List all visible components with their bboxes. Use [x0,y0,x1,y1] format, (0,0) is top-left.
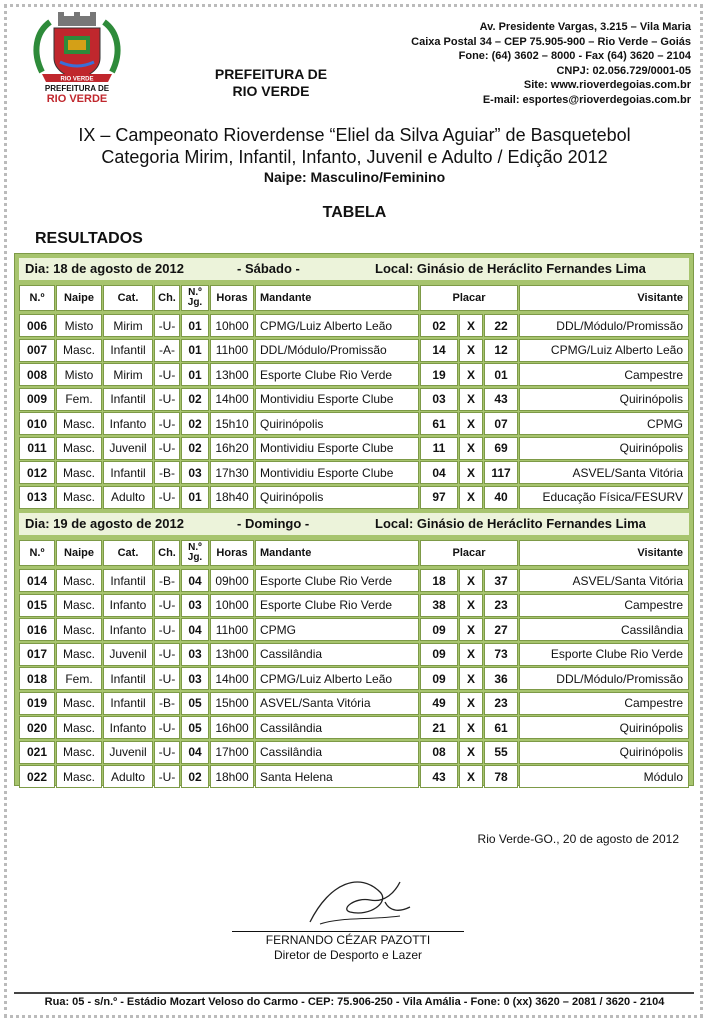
game-cell-ch: -U- [154,667,180,690]
col-mandante: Mandante [255,540,419,566]
game-cell-naipe: Masc. [56,618,102,641]
game-cell-x: X [459,716,483,739]
game-cell-x: X [459,314,483,337]
col-visitante: Visitante [519,540,689,566]
game-cell-ch: -U- [154,363,180,386]
col-horas: Horas [210,285,254,311]
game-cell-visitante: Cassilândia [519,618,689,641]
game-cell-p2: 23 [484,692,518,715]
game-cell-num: 010 [19,412,55,435]
game-cell-mandante: CPMG [255,618,419,641]
game-cell-p2: 12 [484,339,518,362]
day-venue: Local: Ginásio de Heráclito Fernandes Lima [375,516,646,531]
game-cell-visitante: Quirinópolis [519,716,689,739]
game-cell-visitante: ASVEL/Santa Vitória [519,461,689,484]
game-cell-visitante: DDL/Módulo/Promissão [519,667,689,690]
game-cell-jg: 01 [181,314,209,337]
game-cell-mandante: Esporte Clube Rio Verde [255,363,419,386]
game-cell-p2: 40 [484,486,518,509]
game-cell-cat: Infantil [103,667,153,690]
game-cell-mandante: ASVEL/Santa Vitória [255,692,419,715]
game-cell-num: 006 [19,314,55,337]
game-cell-naipe: Masc. [56,437,102,460]
game-cell-jg: 03 [181,461,209,484]
game-cell-hora: 15h10 [210,412,254,435]
game-cell-x: X [459,339,483,362]
game-cell-naipe: Masc. [56,692,102,715]
game-cell-p1: 14 [420,339,458,362]
game-cell-num: 016 [19,618,55,641]
col-mandante: Mandante [255,285,419,311]
col-cat: Cat. [103,285,153,311]
game-cell-jg: 04 [181,569,209,592]
game-cell-jg: 02 [181,437,209,460]
game-cell-jg: 01 [181,339,209,362]
footer-divider [14,992,694,994]
game-cell-jg: 02 [181,765,209,788]
game-cell-mandante: Cassilândia [255,643,419,666]
results-table [14,253,694,786]
game-cell-p1: 61 [420,412,458,435]
col-jogo [181,285,209,311]
day-weekday: - Sábado - [237,261,300,276]
address-line: CNPJ: 02.056.729/0001-05 [556,64,691,77]
game-cell-mandante: Montividiu Esporte Clube [255,461,419,484]
game-cell-p2: 43 [484,388,518,411]
game-cell-p2: 73 [484,643,518,666]
title-line-2: Categoria Mirim, Infantil, Infanto, Juvenil e Adulto / Edição 2012 [101,147,608,167]
game-cell-p1: 97 [420,486,458,509]
game-cell-cat: Infantil [103,692,153,715]
col-jogo-line2: Jg. [187,297,203,308]
game-cell-mandante: Santa Helena [255,765,419,788]
game-cell-p2: 22 [484,314,518,337]
game-cell-visitante: CPMG [519,412,689,435]
game-cell-p2: 61 [484,716,518,739]
institution-line-1: PREFEITURA DE [214,66,328,82]
game-cell-p2: 55 [484,741,518,764]
game-cell-p2: 27 [484,618,518,641]
game-cell-hora: 13h00 [210,363,254,386]
game-cell-naipe: Masc. [56,741,102,764]
game-cell-jg: 01 [181,363,209,386]
game-cell-visitante: Campestre [519,594,689,617]
game-cell-num: 008 [19,363,55,386]
game-cell-p1: 08 [420,741,458,764]
game-cell-visitante: Campestre [519,363,689,386]
game-cell-ch: -B- [154,461,180,484]
game-cell-num: 019 [19,692,55,715]
col-ch: Ch. [154,285,180,311]
game-cell-visitante: Quirinópolis [519,741,689,764]
game-cell-mandante: Esporte Clube Rio Verde [255,569,419,592]
game-cell-jg: 02 [181,412,209,435]
game-cell-jg: 03 [181,667,209,690]
game-cell-naipe: Masc. [56,716,102,739]
game-cell-hora: 15h00 [210,692,254,715]
game-cell-p1: 49 [420,692,458,715]
day-weekday: - Domingo - [237,516,310,531]
game-cell-naipe: Fem. [56,667,102,690]
game-cell-x: X [459,692,483,715]
institution-line-2: RIO VERDE [232,83,310,99]
game-cell-num: 018 [19,667,55,690]
institution-name [196,66,346,100]
title-line-3: Naipe: Masculino/Feminino [263,169,446,185]
game-cell-naipe: Misto [56,314,102,337]
game-cell-visitante: Quirinópolis [519,437,689,460]
game-cell-ch: -U- [154,412,180,435]
game-cell-p1: 04 [420,461,458,484]
signatory-role: Diretor de Desporto e Lazer [273,948,423,962]
address-line: Caixa Postal 34 – CEP 75.905-900 – Rio Verde – Goiás [411,35,691,48]
crest-text-1: PREFEITURA DE [44,84,110,93]
game-cell-visitante: ASVEL/Santa Vitória [519,569,689,592]
game-cell-visitante: Quirinópolis [519,388,689,411]
game-cell-hora: 11h00 [210,339,254,362]
game-cell-jg: 02 [181,388,209,411]
section-heading-resultados: RESULTADOS [35,230,143,247]
game-cell-p1: 09 [420,643,458,666]
game-cell-x: X [459,412,483,435]
col-ch: Ch. [154,540,180,566]
game-cell-mandante: Cassilândia [255,741,419,764]
game-cell-p1: 38 [420,594,458,617]
document-title [0,124,709,186]
game-cell-p1: 21 [420,716,458,739]
game-cell-p2: 69 [484,437,518,460]
game-cell-p2: 36 [484,667,518,690]
game-cell-mandante: DDL/Módulo/Promissão [255,339,419,362]
game-cell-hora: 14h00 [210,388,254,411]
address-line: Av. Presidente Vargas, 3.215 – Vila Maria [479,21,691,33]
game-cell-p2: 07 [484,412,518,435]
game-cell-x: X [459,741,483,764]
game-cell-ch: -A- [154,339,180,362]
game-cell-ch: -B- [154,569,180,592]
game-cell-naipe: Masc. [56,486,102,509]
game-cell-hora: 10h00 [210,594,254,617]
game-cell-num: 014 [19,569,55,592]
game-cell-x: X [459,765,483,788]
signature-line [232,931,464,932]
game-cell-hora: 16h00 [210,716,254,739]
game-cell-cat: Infantil [103,388,153,411]
game-cell-mandante: CPMG/Luiz Alberto Leão [255,667,419,690]
game-cell-naipe: Misto [56,363,102,386]
game-cell-x: X [459,569,483,592]
game-cell-ch: -U- [154,486,180,509]
game-cell-naipe: Masc. [56,569,102,592]
col-num: N.º [19,285,55,311]
game-cell-num: 015 [19,594,55,617]
game-cell-naipe: Masc. [56,412,102,435]
game-cell-jg: 04 [181,618,209,641]
game-cell-mandante: Quirinópolis [255,412,419,435]
game-cell-mandante: Quirinópolis [255,486,419,509]
game-cell-naipe: Masc. [56,643,102,666]
day-header [19,513,689,535]
game-cell-ch: -U- [154,765,180,788]
game-cell-naipe: Fem. [56,388,102,411]
game-cell-x: X [459,388,483,411]
title-line-1: IX – Campeonato Rioverdense “Eliel da Silva Aguiar” de Basquetebol [78,125,631,145]
col-jogo-line2: Jg. [187,552,203,563]
col-naipe: Naipe [56,285,102,311]
crest-ribbon-text: RIO VERDE [60,76,94,83]
footer-address: Rua: 05 - s/n.º - Estádio Mozart Veloso do Carmo - CEP: 75.906-250 - Vila Amália - Fone: 0 (xx) 3620 – 2081 / 3620 - 2104 [44,996,665,1008]
game-cell-cat: Infanto [103,618,153,641]
game-cell-naipe: Masc. [56,765,102,788]
game-cell-num: 017 [19,643,55,666]
game-cell-p2: 23 [484,594,518,617]
game-cell-x: X [459,643,483,666]
game-cell-cat: Mirim [103,363,153,386]
col-visitante: Visitante [519,285,689,311]
address-line: E-mail: esportes@rioverdegoias.com.br [482,93,691,106]
game-cell-mandante: Montividiu Esporte Clube [255,388,419,411]
signature-scribble [300,872,420,932]
game-cell-x: X [459,486,483,509]
day-header [19,258,689,280]
game-cell-num: 011 [19,437,55,460]
game-cell-num: 007 [19,339,55,362]
game-cell-ch: -U- [154,618,180,641]
game-cell-naipe: Masc. [56,339,102,362]
col-num: N.º [19,540,55,566]
game-cell-jg: 03 [181,643,209,666]
game-cell-mandante: Cassilândia [255,716,419,739]
game-cell-cat: Mirim [103,314,153,337]
game-cell-cat: Infantil [103,569,153,592]
game-cell-hora: 09h00 [210,569,254,592]
game-cell-ch: -U- [154,314,180,337]
place-date: Rio Verde-GO., 20 de agosto de 2012 [477,832,679,846]
game-cell-jg: 01 [181,486,209,509]
game-cell-hora: 11h00 [210,618,254,641]
game-cell-naipe: Masc. [56,594,102,617]
game-cell-p1: 02 [420,314,458,337]
day-date: Dia: 18 de agosto de 2012 [25,261,184,276]
game-cell-ch: -U- [154,594,180,617]
col-horas: Horas [210,540,254,566]
game-cell-p2: 01 [484,363,518,386]
game-cell-hora: 17h30 [210,461,254,484]
col-placar: Placar [420,540,518,566]
game-cell-cat: Juvenil [103,437,153,460]
game-cell-num: 012 [19,461,55,484]
game-cell-x: X [459,594,483,617]
address-block [411,20,691,108]
address-line: Fone: (64) 3602 – 8000 - Fax (64) 3620 – 2104 [458,50,691,63]
game-cell-visitante: DDL/Módulo/Promissão [519,314,689,337]
col-cat: Cat. [103,540,153,566]
game-cell-p1: 18 [420,569,458,592]
game-cell-p1: 03 [420,388,458,411]
col-jogo-line1: N.º [188,287,202,298]
col-jogo-line1: N.º [188,542,202,553]
game-cell-mandante: Montividiu Esporte Clube [255,437,419,460]
game-cell-hora: 14h00 [210,667,254,690]
game-cell-visitante: Campestre [519,692,689,715]
game-cell-hora: 10h00 [210,314,254,337]
game-cell-num: 013 [19,486,55,509]
game-cell-p1: 09 [420,667,458,690]
game-cell-cat: Infantil [103,339,153,362]
game-cell-mandante: Esporte Clube Rio Verde [255,594,419,617]
game-cell-hora: 18h00 [210,765,254,788]
game-cell-jg: 05 [181,716,209,739]
game-cell-cat: Infanto [103,594,153,617]
game-cell-cat: Juvenil [103,741,153,764]
game-cell-ch: -U- [154,437,180,460]
game-cell-p2: 78 [484,765,518,788]
game-cell-ch: -B- [154,692,180,715]
game-cell-jg: 04 [181,741,209,764]
col-placar: Placar [420,285,518,311]
game-cell-p1: 19 [420,363,458,386]
game-cell-p2: 37 [484,569,518,592]
game-cell-hora: 17h00 [210,741,254,764]
game-cell-ch: -U- [154,643,180,666]
game-cell-cat: Infanto [103,412,153,435]
game-cell-ch: -U- [154,716,180,739]
day-venue: Local: Ginásio de Heráclito Fernandes Lima [375,261,646,276]
signatory-name: FERNANDO CÉZAR PAZOTTI [265,933,431,947]
game-cell-ch: -U- [154,741,180,764]
game-cell-x: X [459,363,483,386]
game-cell-cat: Adulto [103,765,153,788]
game-cell-visitante: Esporte Clube Rio Verde [519,643,689,666]
game-cell-num: 021 [19,741,55,764]
game-cell-x: X [459,461,483,484]
day-date: Dia: 19 de agosto de 2012 [25,516,184,531]
game-cell-ch: -U- [154,388,180,411]
game-cell-jg: 03 [181,594,209,617]
game-cell-p1: 11 [420,437,458,460]
col-jogo [181,540,209,566]
game-cell-x: X [459,618,483,641]
game-cell-x: X [459,667,483,690]
game-cell-cat: Adulto [103,486,153,509]
game-cell-visitante: Educação Física/FESURV [519,486,689,509]
game-cell-num: 022 [19,765,55,788]
game-cell-naipe: Masc. [56,461,102,484]
game-cell-mandante: CPMG/Luiz Alberto Leão [255,314,419,337]
game-cell-p1: 09 [420,618,458,641]
section-heading-tabela: TABELA [322,204,387,221]
signatory-block [232,933,464,963]
game-cell-num: 020 [19,716,55,739]
game-cell-hora: 18h40 [210,486,254,509]
game-cell-visitante: Módulo [519,765,689,788]
crest-text-2: RIO VERDE [46,93,108,104]
game-cell-visitante: CPMG/Luiz Alberto Leão [519,339,689,362]
col-naipe: Naipe [56,540,102,566]
game-cell-cat: Infanto [103,716,153,739]
game-cell-p1: 43 [420,765,458,788]
game-cell-p2: 117 [484,461,518,484]
game-cell-hora: 16h20 [210,437,254,460]
game-cell-cat: Juvenil [103,643,153,666]
game-cell-hora: 13h00 [210,643,254,666]
city-crest-logo [28,12,126,104]
game-cell-jg: 05 [181,692,209,715]
game-cell-x: X [459,437,483,460]
game-cell-cat: Infantil [103,461,153,484]
game-cell-num: 009 [19,388,55,411]
address-line: Site: www.rioverdegoias.com.br [523,79,691,92]
